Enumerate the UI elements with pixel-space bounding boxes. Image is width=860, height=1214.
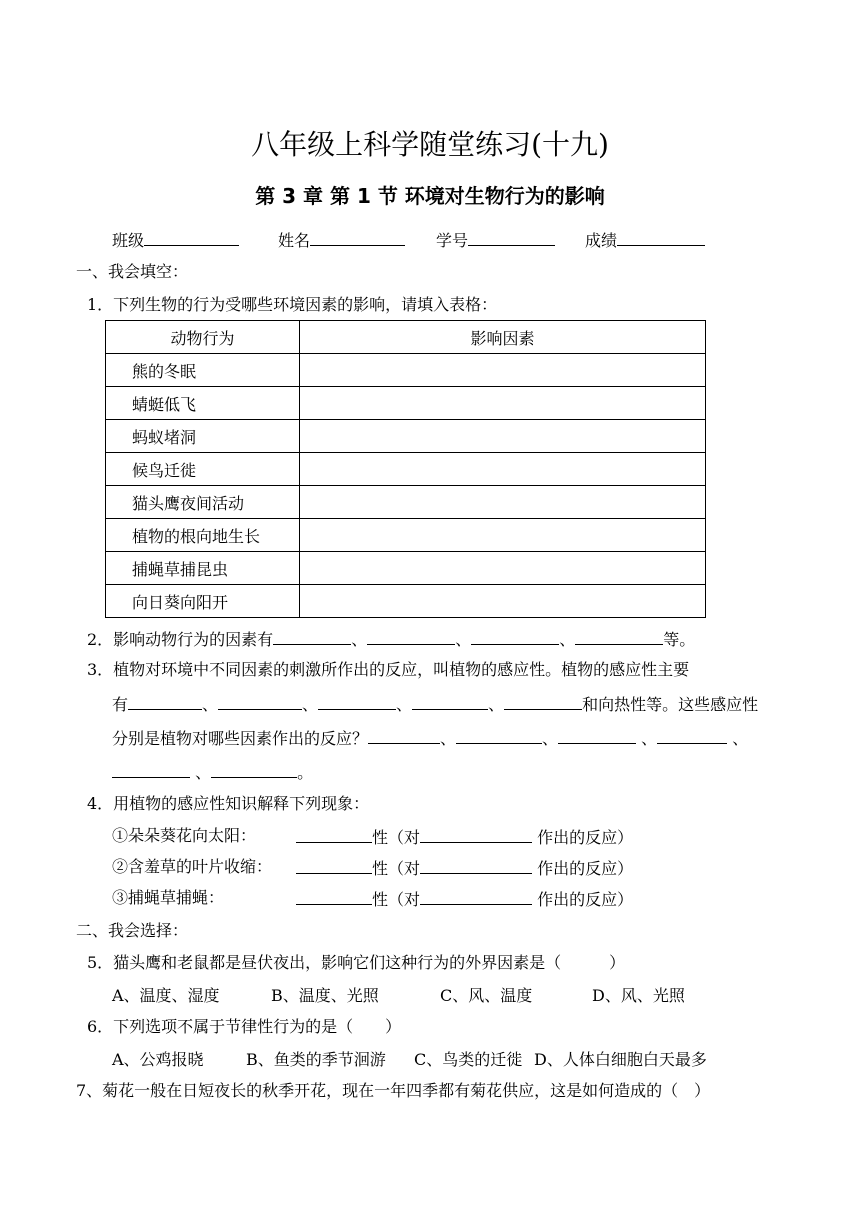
q2-sep: 、 — [455, 630, 472, 649]
table-row — [106, 387, 706, 420]
q5-option-c[interactable]: C、风、温度 — [440, 986, 533, 1005]
q3-blank[interactable] — [218, 693, 302, 710]
q3-sep: 、 — [396, 695, 413, 714]
q3-blank[interactable] — [128, 693, 202, 710]
question-3-line1: 3．植物对环境中不同因素的刺激所作出的反应，叫植物的感应性。植物的感应性主要 — [87, 660, 690, 679]
q3-sep: 、 — [488, 695, 505, 714]
q4-item-label: ①朵朵葵花向太阳： — [112, 826, 257, 845]
name-label: 姓名 — [278, 231, 311, 250]
section1-heading: 一、我会填空： — [76, 262, 189, 281]
question-1-text: 1．下列生物的行为受哪些环境因素的影响，请填入表格： — [87, 295, 498, 314]
q6-option-b[interactable]: B、鱼类的季节洄游 — [246, 1050, 386, 1069]
q3-sep: 、 — [195, 763, 212, 782]
q3-blank[interactable] — [558, 727, 636, 744]
q3-blank[interactable] — [368, 727, 440, 744]
q3-sep: 、 — [732, 729, 749, 748]
behavior-cell: 植物的根向地生长 — [106, 519, 300, 552]
q3-blank[interactable] — [657, 727, 727, 744]
question-7-text: 7、菊花一般在日短夜长的秋季开花，现在一年四季都有菊花供应，这是如何造成的（ ） — [76, 1081, 711, 1100]
q4-blank[interactable] — [296, 888, 372, 905]
question-3-line2 — [112, 693, 758, 715]
q4-xing: 性（对 — [372, 890, 421, 909]
q3-blank[interactable] — [456, 727, 542, 744]
q3-line3-prefix: 分别是植物对哪些因素作出的反应？ — [112, 729, 369, 748]
table-row — [106, 354, 706, 387]
q3-blank[interactable] — [112, 761, 190, 778]
class-label: 班级 — [112, 231, 145, 250]
behavior-cell: 向日葵向阳开 — [106, 585, 300, 618]
q5-option-b[interactable]: B、温度、光照 — [271, 986, 379, 1005]
factor-answer-cell[interactable] — [300, 453, 706, 486]
q4-tail: 作出的反应） — [537, 828, 634, 847]
name-blank[interactable] — [310, 229, 405, 246]
q3-blank[interactable] — [412, 693, 488, 710]
q4-xing: 性（对 — [372, 828, 421, 847]
q5-option-a[interactable]: A、温度、湿度 — [112, 986, 220, 1005]
factor-answer-cell[interactable] — [300, 354, 706, 387]
table-row — [106, 585, 706, 618]
question-5-text: 5．猫头鹰和老鼠都是昼伏夜出，影响它们这种行为的外界因素是（ ） — [87, 953, 626, 972]
table-row — [106, 519, 706, 552]
q6-option-a[interactable]: A、公鸡报晓 — [112, 1050, 204, 1069]
id-blank[interactable] — [468, 229, 555, 246]
id-label: 学号 — [436, 231, 469, 250]
section2-heading: 二、我会选择： — [76, 921, 189, 940]
score-blank[interactable] — [617, 229, 705, 246]
q2-blank[interactable] — [367, 628, 455, 645]
q2-sep: 、 — [351, 630, 368, 649]
q4-item-label: ③捕蝇草捕蝇： — [112, 888, 225, 907]
q4-item-answer — [296, 857, 633, 879]
factor-answer-cell[interactable] — [300, 552, 706, 585]
class-field[interactable] — [112, 229, 239, 251]
behavior-cell: 蜻蜓低飞 — [106, 387, 300, 420]
page-subtitle: 第 3 章 第 1 节 环境对生物行为的影响 — [255, 184, 605, 208]
table-row — [106, 420, 706, 453]
q4-blank[interactable] — [420, 888, 532, 905]
table-row — [106, 486, 706, 519]
q4-tail: 作出的反应） — [537, 890, 634, 909]
name-field[interactable] — [278, 229, 405, 251]
score-field[interactable] — [585, 229, 705, 251]
question-3-line4 — [112, 761, 313, 783]
q6-option-c[interactable]: C、鸟类的迁徙 — [414, 1050, 523, 1069]
table-header-row — [106, 321, 706, 354]
behavior-cell: 熊的冬眠 — [106, 354, 300, 387]
q3-blank[interactable] — [318, 693, 396, 710]
q2-blank[interactable] — [575, 628, 663, 645]
factor-answer-cell[interactable] — [300, 519, 706, 552]
q3-prefix: 有 — [112, 695, 129, 714]
q4-tail: 作出的反应） — [537, 859, 634, 878]
q2-blank[interactable] — [471, 628, 559, 645]
q3-blank[interactable] — [504, 693, 582, 710]
table-row — [106, 453, 706, 486]
q3-sep: 、 — [302, 695, 319, 714]
behavior-cell: 候鸟迁徙 — [106, 453, 300, 486]
behavior-cell: 捕蝇草捕昆虫 — [106, 552, 300, 585]
q2-suffix: 等。 — [663, 630, 696, 649]
q3-sep: 、 — [542, 729, 559, 748]
q3-line2-suffix: 和向热性等。这些感应性 — [582, 695, 759, 714]
q4-blank[interactable] — [296, 857, 372, 874]
id-field[interactable] — [436, 229, 555, 251]
behavior-factor-table — [105, 320, 706, 618]
behavior-cell: 猫头鹰夜间活动 — [106, 486, 300, 519]
factor-answer-cell[interactable] — [300, 486, 706, 519]
q4-blank[interactable] — [420, 857, 532, 874]
q4-blank[interactable] — [420, 826, 532, 843]
q3-blank[interactable] — [211, 761, 297, 778]
table-row — [106, 552, 706, 585]
q3-sep: 、 — [641, 729, 658, 748]
q3-sep: 、 — [202, 695, 219, 714]
q2-blank[interactable] — [273, 628, 351, 645]
score-label: 成绩 — [585, 231, 618, 250]
table-header-factor: 影响因素 — [300, 321, 706, 354]
q4-blank[interactable] — [296, 826, 372, 843]
factor-answer-cell[interactable] — [300, 420, 706, 453]
q3-sep: 、 — [440, 729, 457, 748]
question-3-line3 — [112, 727, 748, 749]
q4-item-answer — [296, 826, 633, 848]
q3-line4-suffix: 。 — [297, 763, 314, 782]
q4-item-label: ②含羞草的叶片收缩： — [112, 857, 273, 876]
q2-prefix: 2．影响动物行为的因素有 — [87, 630, 274, 649]
class-blank[interactable] — [144, 229, 239, 246]
question-6-text: 6．下列选项不属于节律性行为的是（ ） — [87, 1017, 402, 1036]
q2-sep: 、 — [559, 630, 576, 649]
q4-item-answer — [296, 888, 633, 910]
q6-option-d[interactable]: D、人体白细胞白天最多 — [534, 1050, 707, 1069]
question-4-text: 4．用植物的感应性知识解释下列现象： — [87, 794, 370, 813]
factor-answer-cell[interactable] — [300, 585, 706, 618]
question-2 — [87, 628, 695, 650]
page-title: 八年级上科学随堂练习(十九) — [251, 128, 609, 161]
factor-answer-cell[interactable] — [300, 387, 706, 420]
q5-option-d[interactable]: D、风、光照 — [592, 986, 685, 1005]
q4-xing: 性（对 — [372, 859, 421, 878]
behavior-cell: 蚂蚁堵洞 — [106, 420, 300, 453]
table-header-behavior: 动物行为 — [106, 321, 300, 354]
